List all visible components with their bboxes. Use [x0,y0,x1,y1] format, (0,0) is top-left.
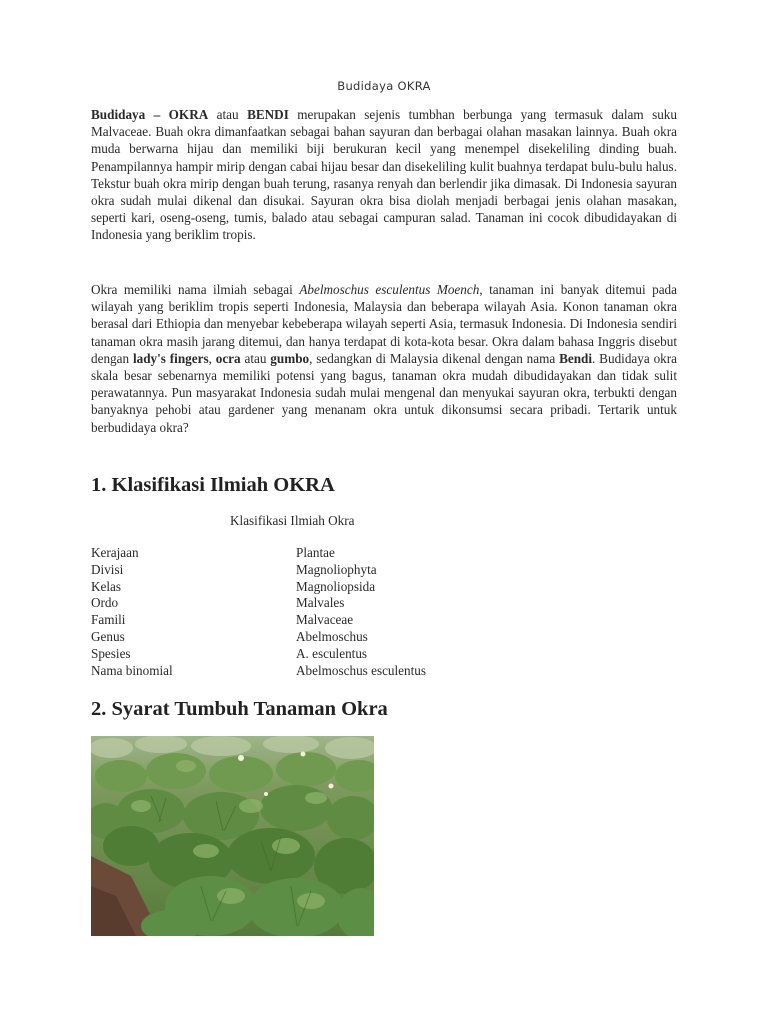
section-heading-growing-conditions: 2. Syarat Tumbuh Tanaman Okra [91,698,388,720]
section-heading-classification: 1. Klasifikasi Ilmiah OKRA [91,474,335,496]
table-key: Spesies [91,645,131,661]
scientific-name-paragraph [91,281,677,436]
table-value: A. esculentus [296,645,368,661]
bold-term: lady's fingers [132,350,209,366]
table-key: Nama binomial [91,662,173,678]
text-run: atau [240,350,271,366]
okra-field-photo [91,736,374,936]
bold-term: Bendi [559,350,593,366]
table-row [91,663,426,680]
table-row [91,612,426,629]
bold-term: ocra [215,350,241,366]
table-row [91,629,426,646]
text-run: , tanaman ini banyak ditemui pada wilayah yang beriklim tropis seperti Indonesia, Malaysia dan beberapa wilayah Asia. Konon tanaman okra berasal dari Ethiopia dan menyebar kebeberapa wilayah seperti Asia, termasuk Indonesia. Di Indonesia sendiri tanaman okra masih jarang ditemui, dan hanya terdapat di kota-kota besar. Okra dalam bahasa Inggris disebut dengan [91,282,678,366]
table-row [91,562,426,579]
bold-term: BENDI [247,107,289,122]
classification-table [91,545,426,679]
table-value: Malvales [296,595,345,611]
table-value: Abelmoschus [296,628,368,644]
table-key: Genus [91,628,125,644]
text-run: atau [208,107,248,122]
text-run: Okra memiliki nama ilmiah sebagai [91,282,300,297]
table-value: Magnoliopsida [296,578,376,594]
text-run: , [208,350,216,366]
bold-term: Budidaya – OKRA [91,107,209,122]
italic-term: Abelmoschus esculentus Moench [299,282,480,297]
table-value: Abelmoschus esculentus [296,662,427,678]
intro-paragraph [91,106,677,244]
text-run: . Budidaya okra skala besar sebenarnya memiliki potensi yang bagus, tanaman okra mudah dibudidayakan dan tidak sulit perawatannya. Pun masyarakat Indonesia sudah mulai mengenal dan menyukai sayuran okra, terbukti dengan banyaknya pehobi atau gardener yang menanam okra untuk dikonsumsi secara pribadi. Tertarik untuk berbudidaya okra? [91,350,678,435]
table-row [91,646,426,663]
text-run: , sedangkan di Malaysia dikenal dengan nama [309,350,560,366]
table-row [91,545,426,562]
text-run: merupakan sejenis tumbhan berbunga yang termasuk dalam suku Malvaceae. Buah okra dimanfaatkan sebagai bahan sayuran dan berbagai olahan masakan lainnya. Buah okra muda berwarna hijau dan memiliki biji berukuran kecil yang menempel disekeliling dinding buah. Penampilannya hampir mirip dengan cabai hijau besar dan disekeliling kulit buahnya terdapat bulu-bulu halus. Tekstur buah okra mirip dengan buah terung, rasanya renyah dan berlendir jika dimasak. Di Indonesia sayuran okra sudah mulai dikenal dan disukai. Sayuran okra bisa diolah menjadi berbagai jenis olahan masakan, seperti kari, oseng-oseng, tumis, balado atau sebagai campuran salad. Tanaman ini cocok dibudidayakan di Indonesia yang beriklim tropis. [91,107,677,243]
table-row [91,579,426,596]
table-caption: Klasifikasi Ilmiah Okra [230,513,355,528]
table-key: Kelas [91,578,122,594]
bold-term: gumbo [270,350,310,366]
table-value: Malvaceae [296,612,354,628]
table-key: Ordo [91,595,119,611]
document-title: Budidaya OKRA [337,79,431,93]
table-value: Magnoliophyta [296,561,377,577]
table-value: Plantae [296,545,335,560]
table-key: Divisi [91,561,124,577]
table-key: Famili [91,612,126,628]
table-row [91,595,426,612]
table-key: Kerajaan [91,545,139,560]
